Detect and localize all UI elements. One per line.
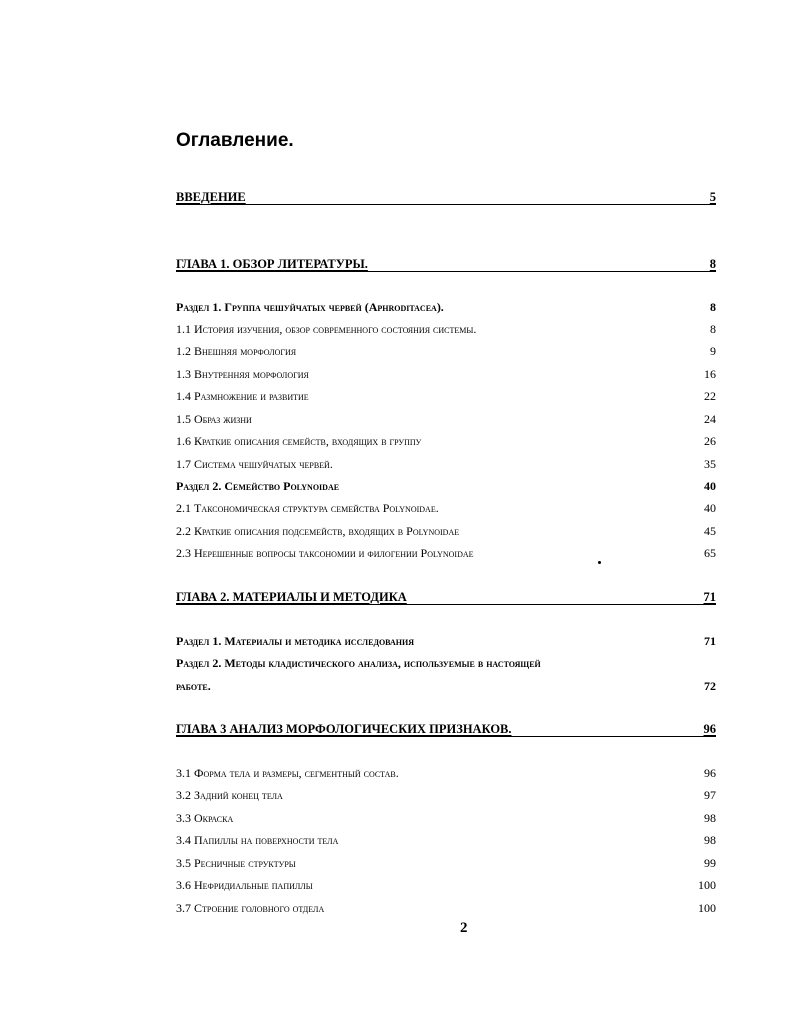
toc-entry[interactable]: [176, 410, 716, 428]
toc-page: 16: [704, 367, 716, 381]
toc-page: 100: [698, 901, 716, 915]
toc-chapter-1[interactable]: [176, 255, 716, 273]
toc-label: 3.7 Строение головного отдела: [176, 901, 325, 915]
toc-page: 65: [704, 546, 716, 560]
toc-page: 100: [698, 878, 716, 892]
toc-title: Оглавление.: [176, 130, 294, 151]
toc-page: 71: [704, 634, 716, 648]
toc-label: 1.6 Краткие описания семейств, входящих в группу: [176, 434, 422, 448]
toc-page: 98: [704, 811, 716, 825]
toc-entry[interactable]: [176, 455, 716, 473]
toc-label: 2.2 Краткие описания подсемейств, входящих в Polynoidae: [176, 524, 460, 538]
toc-entry[interactable]: [176, 831, 716, 849]
toc-label: 3.1 Форма тела и размеры, сегментный состав.: [176, 766, 399, 780]
toc-entry[interactable]: [176, 632, 716, 650]
toc-entry[interactable]: [176, 854, 716, 872]
toc-page: 40: [704, 479, 716, 493]
toc-page: 8: [710, 322, 716, 336]
toc-page: 72: [704, 679, 716, 693]
toc-label: Раздел 2. Семейство Polynoidae: [176, 479, 340, 493]
toc-label: 1.3 Внутренняя морфология: [176, 367, 309, 381]
toc-page: 9: [710, 344, 716, 358]
toc-label: 3.6 Нефридиальные папиллы: [176, 878, 313, 892]
toc-label: 1.7 Система чешуйчатых червей.: [176, 457, 333, 471]
toc-page: 96: [703, 722, 716, 736]
toc-label: ГЛАВА 3 АНАЛИЗ МОРФОЛОГИЧЕСКИХ ПРИЗНАКОВ.: [176, 722, 512, 736]
toc-entry[interactable]: [176, 499, 716, 517]
toc-label: ВВЕДЕНИЕ: [176, 190, 246, 204]
toc-entry[interactable]: [176, 342, 716, 360]
toc-page: 98: [704, 833, 716, 847]
toc-page: 96: [704, 766, 716, 780]
toc-page: 97: [704, 788, 716, 802]
toc-entry[interactable]: [176, 522, 716, 540]
toc-page: 22: [704, 389, 716, 403]
scan-speck: [598, 561, 601, 564]
toc-label: 2.1 Таксономическая структура семейства Polynoidae.: [176, 501, 439, 515]
toc-label: 3.4 Папиллы на поверхности тела: [176, 833, 339, 847]
toc-label: работе.: [176, 679, 211, 693]
toc-label: 3.3 Окраска: [176, 811, 234, 825]
toc-label: 1.5 Образ жизни: [176, 412, 252, 426]
toc-label: ГЛАВА 1. ОБЗОР ЛИТЕРАТУРЫ.: [176, 257, 368, 271]
toc-entry[interactable]: [176, 387, 716, 405]
toc-label: 3.5 Ресничные структуры: [176, 856, 296, 870]
toc-label: ГЛАВА 2. МАТЕРИАЛЫ И МЕТОДИКА: [176, 590, 407, 604]
toc-entry[interactable]: [176, 786, 716, 804]
toc-label: 2.3 Нерешенные вопросы таксономии и филогении Polynoidae: [176, 546, 474, 560]
toc-entry[interactable]: [176, 764, 716, 782]
toc-page: 71: [703, 590, 716, 604]
toc-label: 3.2 Задний конец тела: [176, 788, 283, 802]
toc-entry[interactable]: [176, 677, 716, 695]
toc-chapter-3[interactable]: [176, 720, 716, 738]
page-number: 2: [460, 920, 468, 936]
toc-label: 1.2 Внешняя морфология: [176, 344, 297, 358]
toc-entry[interactable]: [176, 809, 716, 827]
toc-entry[interactable]: [176, 298, 716, 316]
toc-label: Раздел 1. Материалы и методика исследования: [176, 634, 415, 648]
toc-entry[interactable]: [176, 899, 716, 917]
toc-entry[interactable]: [176, 477, 716, 495]
toc-label: Раздел 1. Группа чешуйчатых червей (Aphroditacea).: [176, 300, 444, 314]
toc-page: 99: [704, 856, 716, 870]
toc-entry[interactable]: [176, 365, 716, 383]
toc-page: 35: [704, 457, 716, 471]
toc-page: 40: [704, 501, 716, 515]
toc-page: 8: [710, 300, 716, 314]
toc-intro[interactable]: [176, 188, 716, 206]
toc-entry[interactable]: [176, 432, 716, 450]
toc-label: Раздел 2. Методы кладистического анализа, используемые в настоящей: [176, 656, 541, 670]
leader-line: [176, 204, 716, 205]
toc-page: 45: [704, 524, 716, 538]
toc-entry[interactable]: [176, 320, 716, 338]
toc-entry[interactable]: [176, 544, 716, 562]
toc-chapter-2[interactable]: [176, 588, 716, 606]
toc-page: 8: [709, 257, 716, 271]
toc-page: 26: [704, 434, 716, 448]
toc-label: 1.1 История изучения, обзор современного состояния системы.: [176, 322, 477, 336]
toc-entry[interactable]: [176, 876, 716, 894]
toc-label: 1.4 Размножение и развитие: [176, 389, 309, 403]
toc-entry[interactable]: [176, 654, 716, 672]
toc-page: 5: [709, 190, 716, 204]
toc-page: 24: [704, 412, 716, 426]
